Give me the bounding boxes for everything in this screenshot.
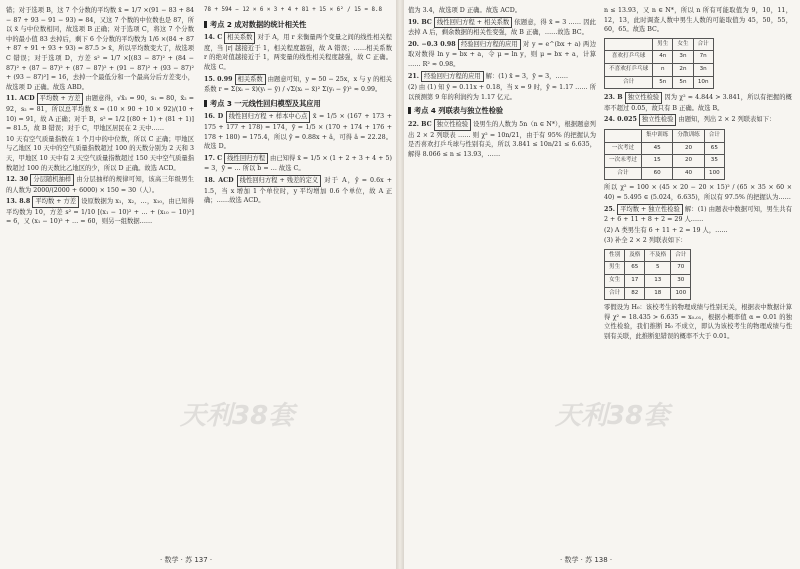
topic-tag: 经验回归方程的应用 <box>421 71 484 83</box>
answer-paragraph <box>604 114 792 126</box>
topic-tag: 平均数 + 方差 <box>32 196 79 208</box>
table-header-cell <box>605 38 653 51</box>
paragraph-text: (2) A 类男生有 6 + 11 + 2 = 19 人，…… <box>604 226 728 234</box>
table-cell: 5 <box>645 262 671 275</box>
table-row <box>605 51 714 64</box>
paragraph-text: 由题知，列出 2 × 2 列联表如下： <box>678 116 776 124</box>
answer-paragraph <box>604 204 792 225</box>
paragraph-text: (3) 补全 2 × 2 列联表如下： <box>604 237 687 245</box>
table-header-cell: 性别 <box>605 249 625 262</box>
answer-paragraph <box>408 17 596 38</box>
table-cell: 17 <box>625 275 645 288</box>
table-cell: 合计 <box>605 76 653 89</box>
paragraph-text: (2) 由 (1) 知 ŷ = 0.11x + 0.18，当 x = 9 时，ŷ ≈ 1.17 …… 所以预测第 9 年的利润约为 1.17 亿元。 <box>408 84 596 101</box>
table-header-cell: 女生 <box>673 38 693 51</box>
question-number: 18. ACD <box>204 176 234 184</box>
topic-tag: 独立性检验 <box>625 92 662 104</box>
table-cell: 4n <box>653 51 673 64</box>
table-cell: 喜欢打乒乓球 <box>605 51 653 64</box>
text-paragraph <box>604 6 792 35</box>
table-cell: 7n <box>693 51 713 64</box>
formula-line: 78 + 594 − 12 × 6 × 3 + 4 + 81 + 15 × 6² / 15 = 8.8 <box>204 7 382 13</box>
question-number: 20. −0.3 0.98 <box>408 40 456 48</box>
table-row <box>605 167 725 180</box>
topic-tag: 经验回归方程的应用 <box>458 39 521 51</box>
table-cell: 15 <box>641 155 672 168</box>
watermark-right: 天利38套 <box>555 401 670 431</box>
table-cell: 一次未考过 <box>605 155 642 168</box>
column-4 <box>604 6 792 343</box>
table-cell: 60 <box>641 167 672 180</box>
table-cell: 82 <box>625 287 645 300</box>
question-number: 11. ACD <box>6 95 35 103</box>
topic-tag: 分层随机抽样 <box>30 174 74 186</box>
table-cell: 13 <box>645 275 671 288</box>
text-paragraph <box>604 183 792 202</box>
text-paragraph <box>6 135 194 173</box>
topic-tag: 相关系数 <box>235 74 266 86</box>
table-cell: 3n <box>673 51 693 64</box>
paragraph-text: n ≤ 13.93，又 n ∈ N*，所以 n 所有可能取值为 9，10，11，12，13，此时调查人数中男生人数的可能取值为 45，50，55，60，65。故选 BC。 <box>604 7 792 34</box>
answer-paragraph <box>204 32 392 72</box>
topic-tag: 线性回归方程 <box>224 153 268 165</box>
paragraph-text: 零假设为 H₀：该校考生的物理成绩与性别无关，根据表中数据计算得 χ² ≈ 18.435 > 6.635 = x₀.₀₁，根据小概率值 α = 0.01 的独立性检验，我们推断 H₀ 不成立，即认为该校考生的物理成绩与性别有关联，此推断犯错误的概率不大于 0.01。 <box>604 304 792 341</box>
answer-paragraph <box>204 111 392 151</box>
table-cell: 一次考过 <box>605 142 642 155</box>
paragraph-text: 对于 A，ŷ = 0.6x + 1.5，当 x 增加 1 个单位时，y 平均增加 0.6 个单位，故 A 正确；……故选 ACD。 <box>204 176 392 205</box>
table-cell: n <box>653 63 673 76</box>
topic-tag: 平均数 + 独立性检验 <box>617 204 683 216</box>
table-cell: 20 <box>673 155 704 168</box>
table-cell: 不喜欢打乒乓球 <box>605 63 653 76</box>
paragraph-text: 由题意得，√x̄₁ = 90，s₁ = 80，x̄₂ = 92，s₂ = 81，所以总平均数 x̄ = (10 × 90 + 10 × 92)/(10 + 10) = 91，故 A 正确；对于 B，s² = 1/2 [(80 + 1) + (81 + 1)] = 81.5，故 B 错误；对于 C，甲地区居民在 2 天中…… <box>6 95 194 133</box>
table-cell: 女生 <box>605 275 625 288</box>
text-paragraph <box>604 226 792 236</box>
table-cell: 35 <box>704 155 724 168</box>
question-number: 12. 30 <box>6 176 29 184</box>
paragraph-text: 由分层抽样的规律可知，该高三年级男生的人数为 2000/(2000 + 6000) × 150 = 30（人）。 <box>6 176 194 194</box>
table-cell: 5n <box>653 76 673 89</box>
table-cell: 100 <box>671 287 691 300</box>
table-header-cell: 不及格 <box>645 249 671 262</box>
table-cell: 65 <box>625 262 645 275</box>
section-heading: 考点 4 列联表与独立性检验 <box>408 106 596 116</box>
topic-tag: 线性回归方程 + 残差的定义 <box>237 175 322 187</box>
table-cell: 18 <box>645 287 671 300</box>
section-heading: 考点 3 一元线性回归模型及其应用 <box>204 99 392 109</box>
table-cell: 70 <box>671 262 691 275</box>
table-cell: 男生 <box>605 262 625 275</box>
paragraph-text: 由题意可知，y = 50 − 25x，x 与 y 的相关系数 r = Σ(xᵢ − x̄)(yᵢ − ȳ) / √Σ(xᵢ − x̄)² Σ(yᵢ − ȳ)² ≈ 0.99。 <box>204 75 392 94</box>
table-cell: 合计 <box>605 287 625 300</box>
question-number: 16. D <box>204 113 224 121</box>
question-number: 23. B <box>604 94 623 102</box>
question-number: 14. C <box>204 34 223 42</box>
table-cell: 45 <box>641 142 672 155</box>
topic-tag: 线性回归方程 + 样本中心点 <box>226 111 311 123</box>
question-number: 22. BC <box>408 120 432 128</box>
table-row <box>605 142 725 155</box>
question-number: 25. <box>604 205 615 213</box>
table-header-cell: 分散训练 <box>673 129 704 142</box>
table-header-cell: 合计 <box>693 38 713 51</box>
table-cell: 100 <box>704 167 724 180</box>
paragraph-text: 值为 3.4，故选项 D 正确。故选 ACD。 <box>408 7 522 14</box>
paragraph-text: 依题意，得 x̄ = 3 …… 因此去掉 A 后，剩余数据的相关性变强，故 B 正确，……故选 BC。 <box>408 18 596 37</box>
answer-paragraph <box>604 92 792 113</box>
topic-tag: 平均数 + 方差 <box>37 93 84 105</box>
table-row <box>605 262 691 275</box>
question-number: 13. 8.8 <box>6 198 31 206</box>
table-row <box>605 63 714 76</box>
paragraph-text: 10 天有空气质量指数在 1 个月中的中位数，所以 C 正确；甲地区与乙地区 10 天中的空气质量指数超过 100 的天数分别为 2 天和 3 天，甲地区 10 天中有 2 天空气质量指数超过 150 天中空气质量指数超过 100 的天数比乙地区的少，所以 D 正确。故选 ACD。 <box>6 135 194 172</box>
answer-paragraph <box>6 174 194 195</box>
topic-tag: 线性回归方程 + 相关系数 <box>434 17 512 29</box>
table-cell: 5n <box>673 76 693 89</box>
paragraph-text: 对 y = e^(bx + a) 两边取对数得 ln y = bx + a，令 μ = ln y，则 μ = bx + a，计算 …… R² ≈ 0.98。 <box>408 40 596 68</box>
page-gutter <box>396 0 404 569</box>
paragraph-text: 对于 A，用 r 来衡量两个变量之间的线性相关程度，当 |r| 越接近于 1，相关程度越强，故 A 错误；……相关系数 r 的绝对值越接近于 1，两变量的线性相关程度越强，故 C 正确。故选 C。 <box>204 34 392 71</box>
topic-tag: 独立性检验 <box>434 119 471 131</box>
text-paragraph <box>6 6 194 92</box>
question-number: 15. 0.99 <box>204 75 233 83</box>
text-paragraph <box>408 6 596 16</box>
table-header-cell: 及格 <box>625 249 645 262</box>
answer-paragraph <box>6 196 194 227</box>
answer-paragraph <box>204 175 392 206</box>
topic-tag: 相关系数 <box>224 32 255 44</box>
table-row <box>605 275 691 288</box>
table-row <box>605 155 725 168</box>
section-heading: 考点 2 成对数据的统计相关性 <box>204 20 392 30</box>
paragraph-text: 设原数据为 x₁，x₂，…，x₁₀，由已知得平均数为 10，方差 s² = 1/10 [(x₁ − 10)² + … + (x₁₀ − 10)²] = 6，又 (x₁ − 10)² + … = 60，则另一组数据…… <box>6 198 194 226</box>
text-paragraph <box>408 83 596 102</box>
table-header-cell <box>605 129 642 142</box>
answer-paragraph <box>6 93 194 133</box>
answer-paragraph <box>408 71 596 83</box>
paragraph-text: 错；对于选项 B，这 7 个分数的平均数 x̄ = 1/7 ×(91 − 83 + 84 − 87 + 93 − 91 − 93) = 84，又这 7 个数的中位数也是 87，所以 x̄ 与中位数相同，故选项 B 正确；对于选项 C，将这 7 个分数中的最小值 83 去掉后，剩下 6 个分数的平均数为 1/6 ×(84 + 87 + 87 + 91 + 93 + 93) = 87.5 > x̄，所以平均数变大了，故选项 C 错误；对于选项 D，方差 s² = 1/7 ×[(83 − 87)² + (84 − 87)² + (87 − 87)² + (87 − 87)² + (91 − 87)² + (93 − 87)² + (93 − 87)²] = 16，去掉一个最低分和一个最高分后方差变小，故选项 D 正确。故选 ABD。 <box>6 7 194 91</box>
question-number: 19. BC <box>408 18 432 26</box>
contingency-table <box>604 38 714 89</box>
column-1 <box>6 6 194 228</box>
table-cell: 65 <box>704 142 724 155</box>
table-cell: 10n <box>693 76 713 89</box>
contingency-table <box>604 249 691 300</box>
question-number: 17. C <box>204 154 223 162</box>
paragraph-text: 解：(1) 由题表中数据可知，男生共有 2 + 6 + 11 + 8 + 2 = 29 人…… <box>604 205 792 224</box>
table-cell: 3n <box>693 63 713 76</box>
watermark-left: 天利38套 <box>180 401 295 431</box>
paragraph-text: 解：(1) x̄ = 3，ȳ = 3，…… <box>485 72 569 80</box>
contingency-table <box>604 129 725 180</box>
table-cell: 20 <box>673 142 704 155</box>
question-number: 24. 0.025 <box>604 116 637 124</box>
page-number-right: · 数学 · 苏 138 · <box>560 556 613 564</box>
answer-paragraph <box>204 153 392 174</box>
answer-paragraph <box>408 119 596 159</box>
text-paragraph <box>604 303 792 341</box>
answer-paragraph <box>204 74 392 95</box>
table-header-cell: 集中训练 <box>641 129 672 142</box>
table-row <box>605 287 691 300</box>
paragraph-text: 因为 χ² ≈ 4.844 > 3.841，所以有把握的概率不超过 0.05，故只有 B 正确。故选 B。 <box>604 94 792 112</box>
paragraph-text: x̄ = 1/5 × (167 + 173 + 175 + 177 + 178) = 174，ȳ = 1/5 × (170 + 174 + 176 + 178 + 180) = 175.4，所以 ŷ = 0.88x + â，可得 â = 22.28。故选 D。 <box>204 113 392 151</box>
topic-tag: 独立性检验 <box>639 114 676 126</box>
paragraph-text: 设男生的人数为 5n（n ∈ N*），根据题意列出 2 × 2 列联表 …… 则 χ² = 10n/21，由于有 95% 的把握认为是否喜欢打乒乓球与性别有关，所以 3.841 ≤ 10n/21 ≤ 6.635，解得 8.066 ≤ n ≤ 13.93，…… <box>408 120 596 158</box>
table-header-cell: 男生 <box>653 38 673 51</box>
paragraph-text: 所以 χ² = 100 × (45 × 20 − 20 × 15)² / (65 × 35 × 60 × 40) ≈ 5.495 ∈ (5.024，6.635)，所以有 97.5% 的把握认为…… <box>604 184 792 201</box>
table-cell: 2n <box>673 63 693 76</box>
page-number-left: · 数学 · 苏 137 · <box>160 556 213 564</box>
table-header-cell: 合计 <box>671 249 691 262</box>
table-cell: 合计 <box>605 167 642 180</box>
paragraph-text: 由已知得 x̄ = 1/5 × (1 + 2 + 3 + 4 + 5) = 3，ȳ = … 所以 b̂ = … 故选 C。 <box>204 154 392 173</box>
answer-paragraph <box>408 39 596 70</box>
column-3 <box>408 6 596 160</box>
table-cell: 30 <box>671 275 691 288</box>
text-paragraph <box>604 236 792 246</box>
question-number: 21. <box>408 72 419 80</box>
table-row <box>605 76 714 89</box>
column-2 <box>204 6 392 207</box>
table-cell: 40 <box>673 167 704 180</box>
table-header-cell: 合计 <box>704 129 724 142</box>
